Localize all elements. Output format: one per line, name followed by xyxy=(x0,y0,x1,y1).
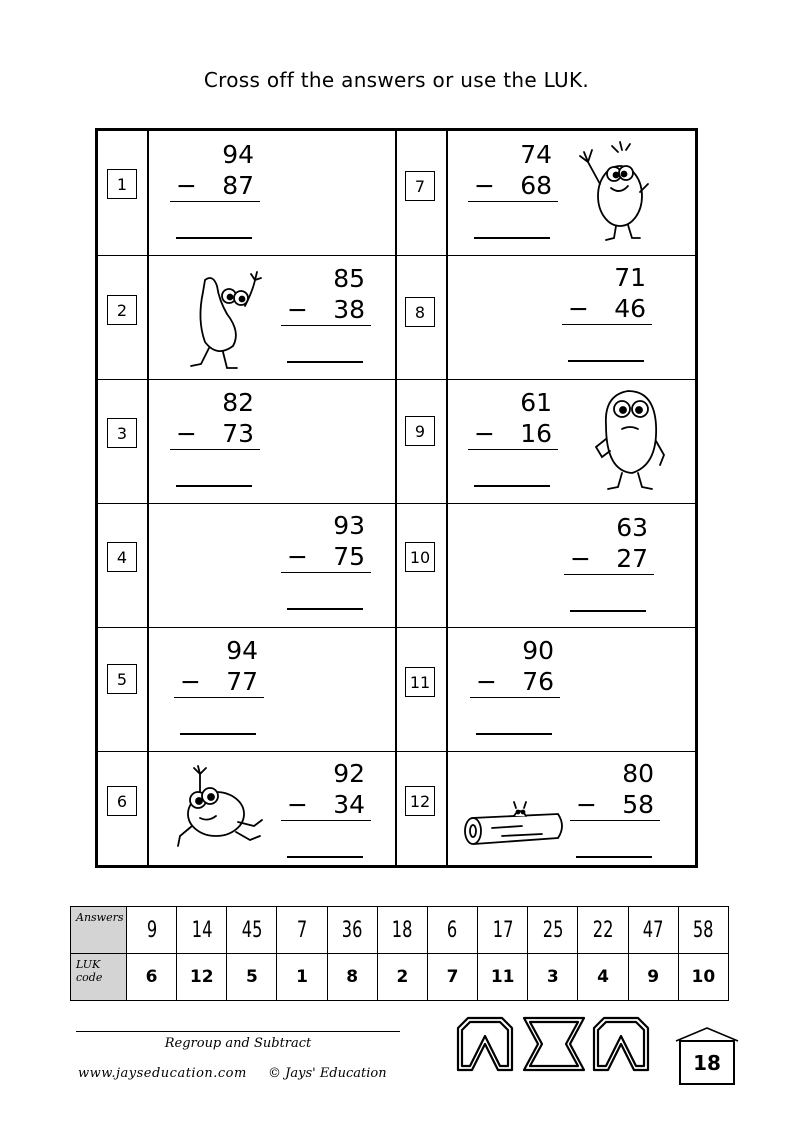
luk-code: 5 xyxy=(227,954,277,1001)
luk-code: 10 xyxy=(678,954,728,1001)
luk-code: 9 xyxy=(628,954,678,1001)
minuend: 80 xyxy=(622,759,654,788)
minuend: 90 xyxy=(522,636,554,665)
luk-code: 1 xyxy=(277,954,327,1001)
answer-line xyxy=(287,856,363,858)
footer-website: www.jayseducation.com xyxy=(78,1066,247,1081)
subtraction-problem xyxy=(562,262,652,362)
grid-divider xyxy=(98,503,695,504)
page-number: 18 xyxy=(679,1040,735,1085)
minuend: 71 xyxy=(614,263,646,292)
luk-code-label: LUK code xyxy=(71,954,127,1001)
minuend: 94 xyxy=(222,140,254,169)
minuend: 93 xyxy=(333,511,365,540)
cartoon-log-with-bug xyxy=(462,796,570,852)
answers-row xyxy=(71,907,729,954)
answer-line xyxy=(474,485,550,487)
problem-number: 1 xyxy=(107,169,137,199)
subtrahend: 87 xyxy=(222,171,254,200)
answer-line xyxy=(287,608,363,610)
answer-option[interactable]: 14 xyxy=(181,907,222,954)
luk-code: 2 xyxy=(377,954,427,1001)
answer-option[interactable]: 47 xyxy=(633,907,674,954)
problem-number: 8 xyxy=(405,297,435,327)
subtraction-problem xyxy=(564,512,654,612)
cartoon-bean-running xyxy=(176,764,266,854)
luk-code: 8 xyxy=(327,954,377,1001)
answer-line xyxy=(568,360,644,362)
answer-option[interactable]: 58 xyxy=(683,907,724,954)
answer-line xyxy=(474,237,550,239)
subtraction-problem xyxy=(468,139,558,239)
minuend: 82 xyxy=(222,388,254,417)
luk-code-row xyxy=(71,954,729,1001)
footer-topic: Regroup and Subtract xyxy=(164,1036,312,1051)
minuend: 94 xyxy=(226,636,258,665)
grid-divider xyxy=(98,379,695,380)
answer-option[interactable]: 45 xyxy=(231,907,272,954)
answers-label: Answers xyxy=(71,907,127,954)
problem-number: 3 xyxy=(107,418,137,448)
luk-code: 11 xyxy=(478,954,528,1001)
luk-code: 4 xyxy=(578,954,628,1001)
cartoon-bean-waving xyxy=(578,140,656,248)
grid-divider xyxy=(147,131,149,865)
subtrahend: 16 xyxy=(520,419,552,448)
problem-number: 7 xyxy=(405,171,435,201)
footer-copyright: © Jays' Education xyxy=(268,1066,387,1081)
subtrahend: 77 xyxy=(226,667,258,696)
problem-number: 9 xyxy=(405,416,435,446)
answer-option[interactable]: 25 xyxy=(532,907,573,954)
subtrahend: 76 xyxy=(522,667,554,696)
subtrahend: 46 xyxy=(614,294,646,323)
minus-sign: − xyxy=(287,542,308,571)
luk-answer-table xyxy=(70,906,729,1001)
cartoon-bean-worried xyxy=(592,385,667,495)
subtraction-problem xyxy=(570,758,660,858)
problem-number: 5 xyxy=(107,664,137,694)
grid-divider xyxy=(98,751,695,752)
answer-line xyxy=(176,485,252,487)
subtraction-problem xyxy=(170,387,260,487)
subtraction-problem xyxy=(174,635,264,735)
answer-option[interactable]: 17 xyxy=(482,907,523,954)
answer-line xyxy=(570,610,646,612)
minus-sign: − xyxy=(476,667,497,696)
minuend: 85 xyxy=(333,264,365,293)
problem-number: 4 xyxy=(107,542,137,572)
minus-sign: − xyxy=(287,295,308,324)
answer-option[interactable]: 22 xyxy=(582,907,623,954)
subtraction-problem xyxy=(170,139,260,239)
answer-line xyxy=(180,733,256,735)
problem-number: 2 xyxy=(107,295,137,325)
subtrahend: 27 xyxy=(616,544,648,573)
answer-line xyxy=(176,237,252,239)
minuend: 92 xyxy=(333,759,365,788)
minuend: 74 xyxy=(520,140,552,169)
minuend: 63 xyxy=(616,513,648,542)
minus-sign: − xyxy=(570,544,591,573)
minus-sign: − xyxy=(287,790,308,819)
luk-code: 12 xyxy=(177,954,227,1001)
minuend: 61 xyxy=(520,388,552,417)
problem-number: 11 xyxy=(405,667,435,697)
answer-option[interactable]: 6 xyxy=(432,907,473,954)
answer-line xyxy=(476,733,552,735)
problem-number: 10 xyxy=(405,542,435,572)
page-title: Cross off the answers or use the LUK. xyxy=(203,68,590,92)
subtraction-problem xyxy=(281,510,371,610)
minus-sign: − xyxy=(180,667,201,696)
answer-option[interactable]: 7 xyxy=(281,907,322,954)
footer-divider xyxy=(76,1031,400,1032)
grid-divider xyxy=(98,627,695,628)
answer-line xyxy=(287,361,363,363)
luk-code: 6 xyxy=(127,954,177,1001)
luk-code: 7 xyxy=(427,954,477,1001)
answer-option[interactable]: 36 xyxy=(332,907,373,954)
answer-option[interactable]: 18 xyxy=(382,907,423,954)
grid-divider xyxy=(395,131,397,865)
subtrahend: 34 xyxy=(333,790,365,819)
luk-shapes-icon xyxy=(452,1014,662,1074)
minus-sign: − xyxy=(474,171,495,200)
answer-option[interactable]: 9 xyxy=(131,907,172,954)
minus-sign: − xyxy=(576,790,597,819)
luk-code: 3 xyxy=(528,954,578,1001)
subtrahend: 68 xyxy=(520,171,552,200)
grid-divider xyxy=(98,255,695,256)
subtraction-problem xyxy=(468,387,558,487)
minus-sign: − xyxy=(176,171,197,200)
answer-line xyxy=(576,856,652,858)
minus-sign: − xyxy=(568,294,589,323)
subtraction-problem xyxy=(470,635,560,735)
grid-divider xyxy=(446,131,448,865)
subtrahend: 73 xyxy=(222,419,254,448)
subtrahend: 58 xyxy=(622,790,654,819)
subtrahend: 38 xyxy=(333,295,365,324)
cartoon-bean-thinking xyxy=(183,270,265,375)
minus-sign: − xyxy=(474,419,495,448)
minus-sign: − xyxy=(176,419,197,448)
problem-number: 6 xyxy=(107,786,137,816)
subtraction-problem xyxy=(281,263,371,363)
problem-number: 12 xyxy=(405,786,435,816)
subtraction-problem xyxy=(281,758,371,858)
subtrahend: 75 xyxy=(333,542,365,571)
